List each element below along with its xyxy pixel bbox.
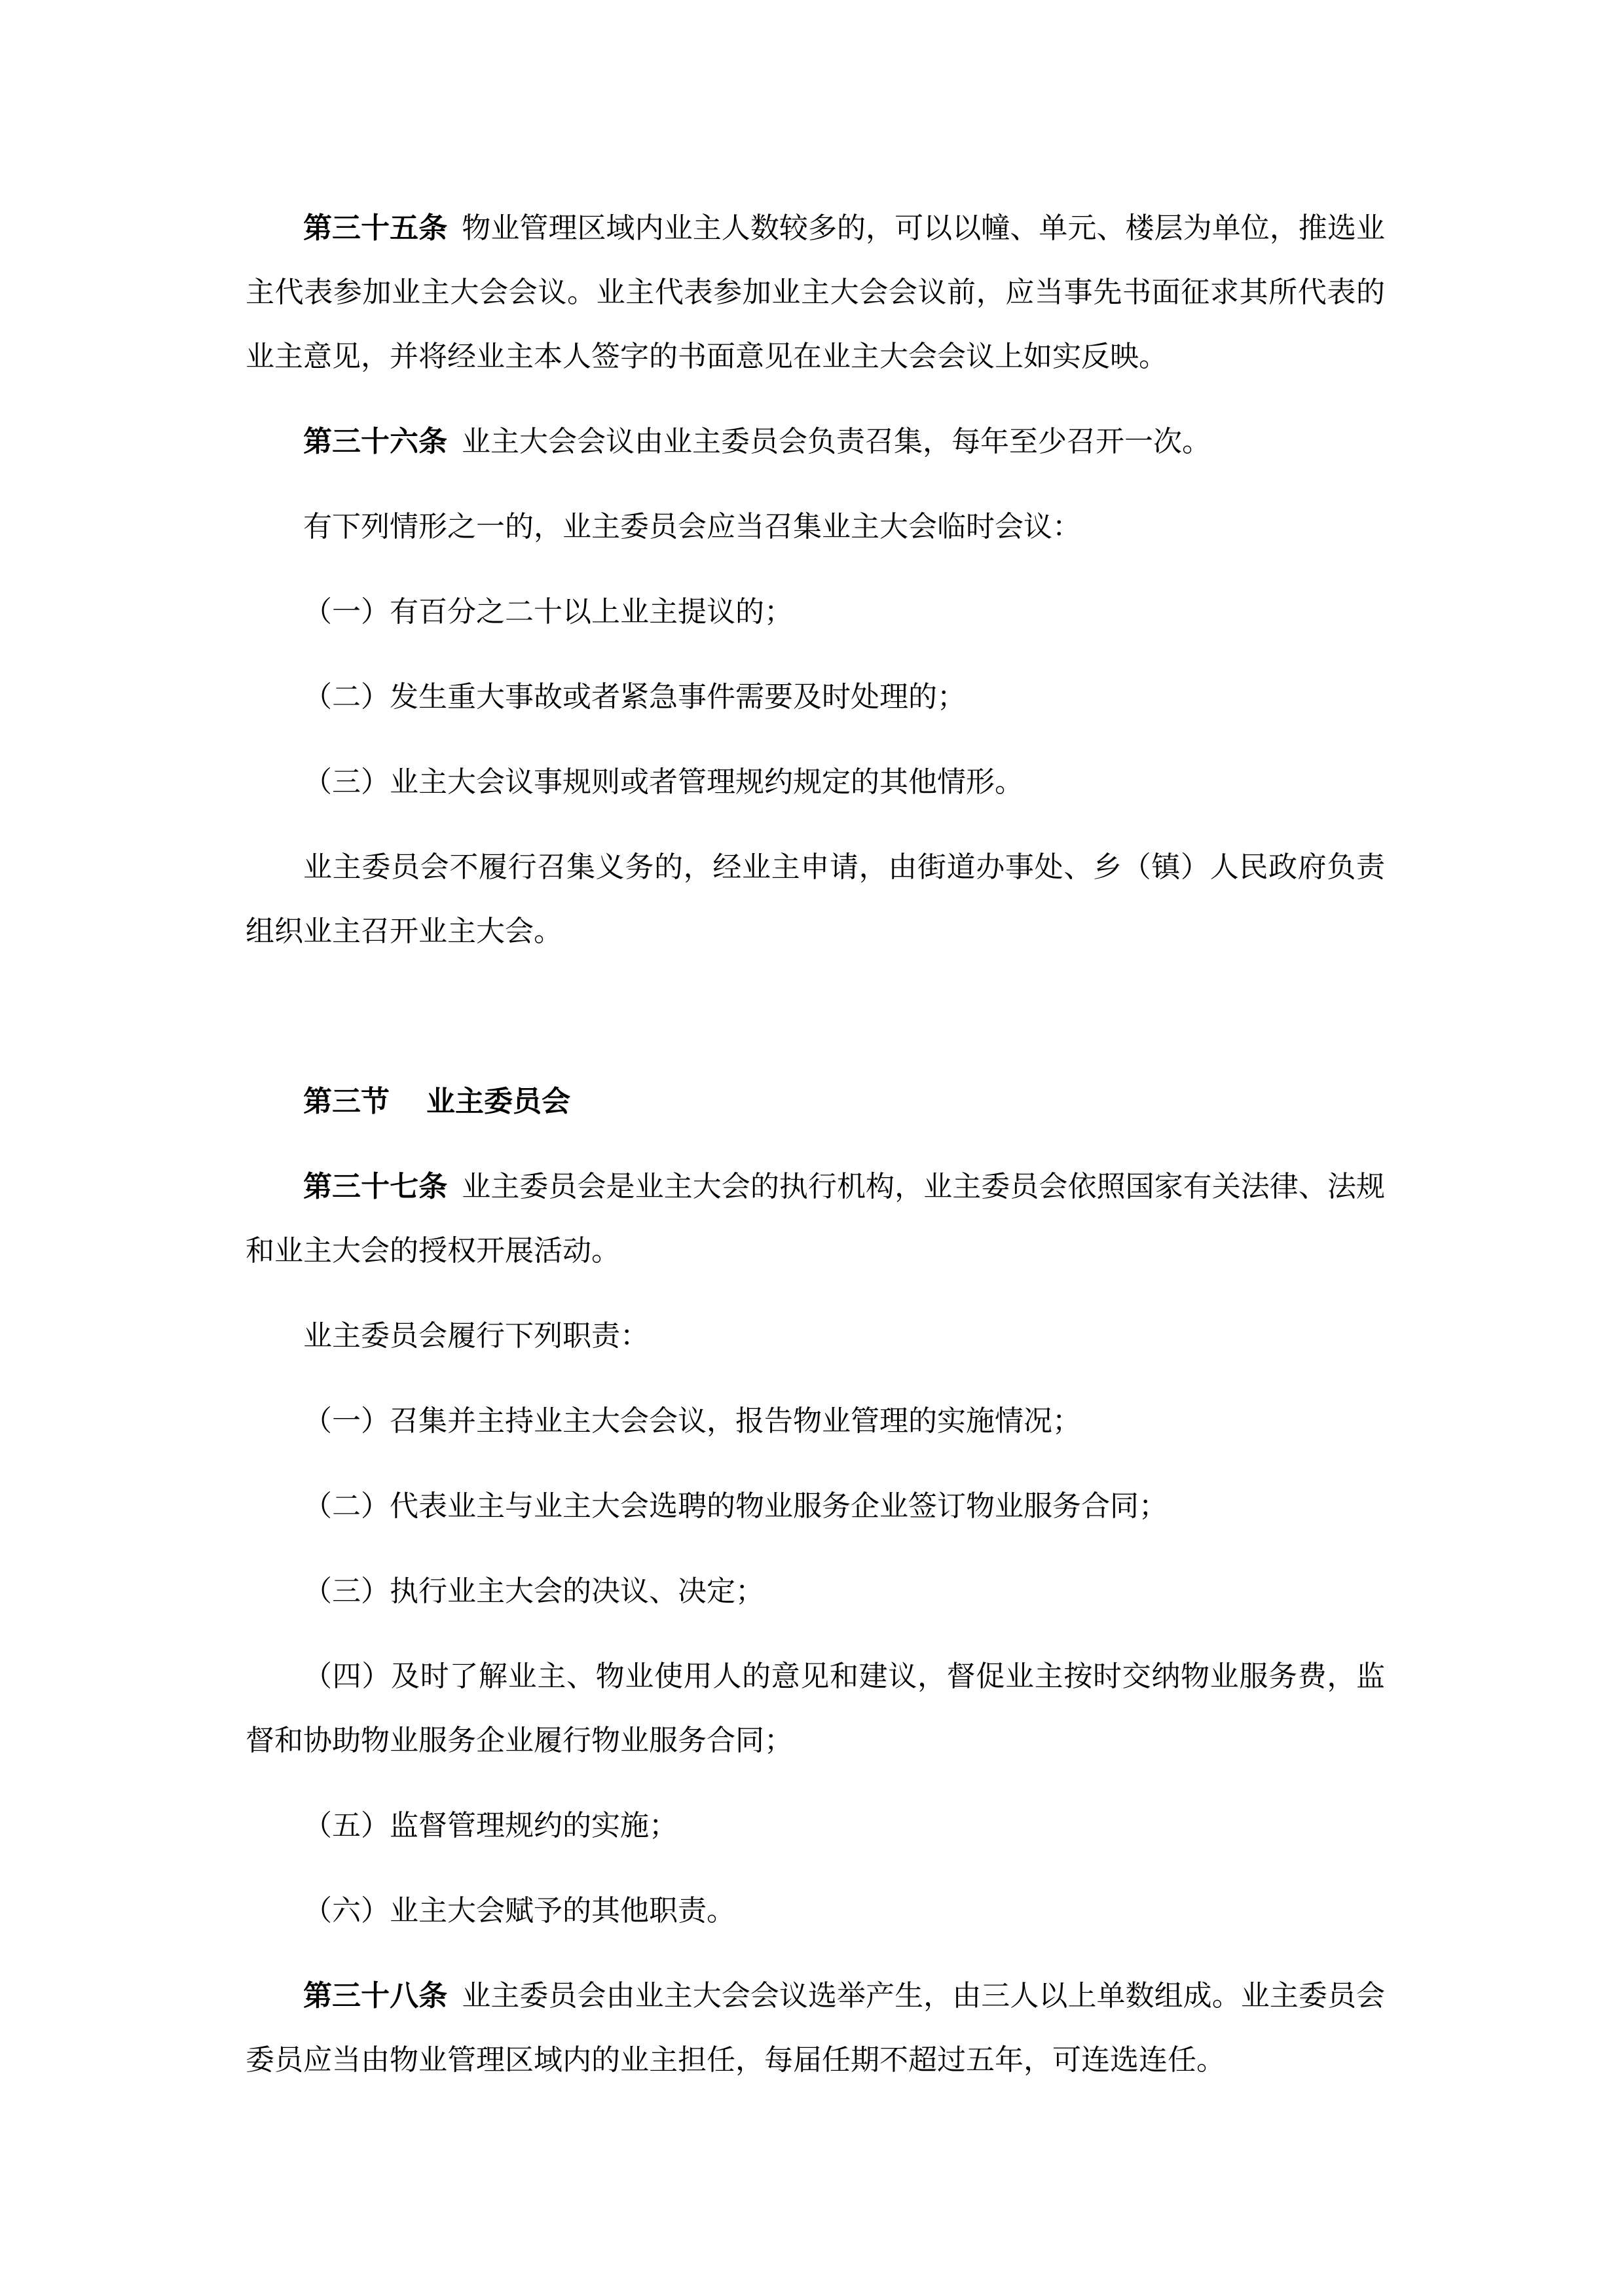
paragraph-text: 业主委员会不履行召集义务的，经业主申请，由街道办事处、乡（镇）人民政府负责组织业主召开业主大会。 — [246, 850, 1385, 948]
paragraph — [246, 1474, 1385, 1539]
paragraph-text: 业主委员会是业主大会的执行机构，业主委员会依照国家有关法律、法规和业主大会的授权开展活动。 — [246, 1170, 1386, 1267]
paragraph-text: （一）召集并主持业主大会会议，报告物业管理的实施情况； — [303, 1404, 1081, 1438]
paragraph-text: 业主委员会 — [426, 1085, 570, 1118]
paragraph-text: （二）发生重大事故或者紧急事件需要及时处理的； — [303, 680, 966, 714]
paragraph — [246, 1964, 1385, 2092]
paragraph — [246, 1070, 1385, 1134]
paragraph-text: 业主委员会由业主大会会议选举产生，由三人以上单数组成。业主委员会委员应当由物业管理区域内的业主担任，每届任期不超过五年，可连选连任。 — [246, 1979, 1386, 2077]
paragraph — [246, 1794, 1385, 1858]
paragraph-text: （四）及时了解业主、物业使用人的意见和建议，督促业主按时交纳物业服务费，监督和协助物业服务企业履行物业服务合同； — [246, 1660, 1385, 1757]
paragraph — [246, 410, 1385, 474]
paragraph — [246, 1559, 1385, 1624]
paragraph-text: （三）业主大会议事规则或者管理规约规定的其他情形。 — [303, 765, 1024, 799]
paragraph-text: 物业管理区域内业主人数较多的，可以以幢、单元、楼层为单位，推选业主代表参加业主大会会议。业主代表参加业主大会会议前，应当事先书面征求其所代表的业主意见，并将经业主本人签字的书面意见在业主大会会议上如实反映。 — [246, 211, 1386, 373]
paragraph — [246, 665, 1385, 729]
paragraph — [246, 835, 1385, 964]
paragraph — [246, 1155, 1385, 1283]
article-number: 第三十六条 — [303, 425, 447, 458]
document-body — [246, 196, 1385, 2113]
paragraph-text: 业主委员会履行下列职责： — [303, 1319, 649, 1353]
paragraph-text: （一）有百分之二十以上业主提议的； — [303, 595, 793, 629]
paragraph — [246, 196, 1385, 389]
article-number: 第三十五条 — [303, 211, 448, 245]
article-number: 第三节 — [303, 1085, 390, 1118]
paragraph — [246, 1304, 1385, 1368]
paragraph — [246, 495, 1385, 559]
paragraph-text: （五）监督管理规约的实施； — [303, 1809, 678, 1842]
paragraph-text: （二）代表业主与业主大会选聘的物业服务企业签订物业服务合同； — [303, 1489, 1168, 1523]
article-number: 第三十八条 — [303, 1979, 448, 2013]
paragraph — [246, 1879, 1385, 1943]
paragraph-text: 有下列情形之一的，业主委员会应当召集业主大会临时会议： — [303, 510, 1081, 543]
article-number: 第三十七条 — [303, 1170, 448, 1203]
paragraph — [246, 1389, 1385, 1453]
paragraph — [246, 750, 1385, 814]
paragraph-text: （六）业主大会赋予的其他职责。 — [303, 1894, 735, 1927]
paragraph — [246, 580, 1385, 644]
paragraph — [246, 1645, 1385, 1773]
paragraph-text: （三）执行业主大会的决议、决定； — [303, 1575, 764, 1608]
paragraph-text: 业主大会会议由业主委员会负责召集，每年至少召开一次。 — [462, 425, 1211, 458]
